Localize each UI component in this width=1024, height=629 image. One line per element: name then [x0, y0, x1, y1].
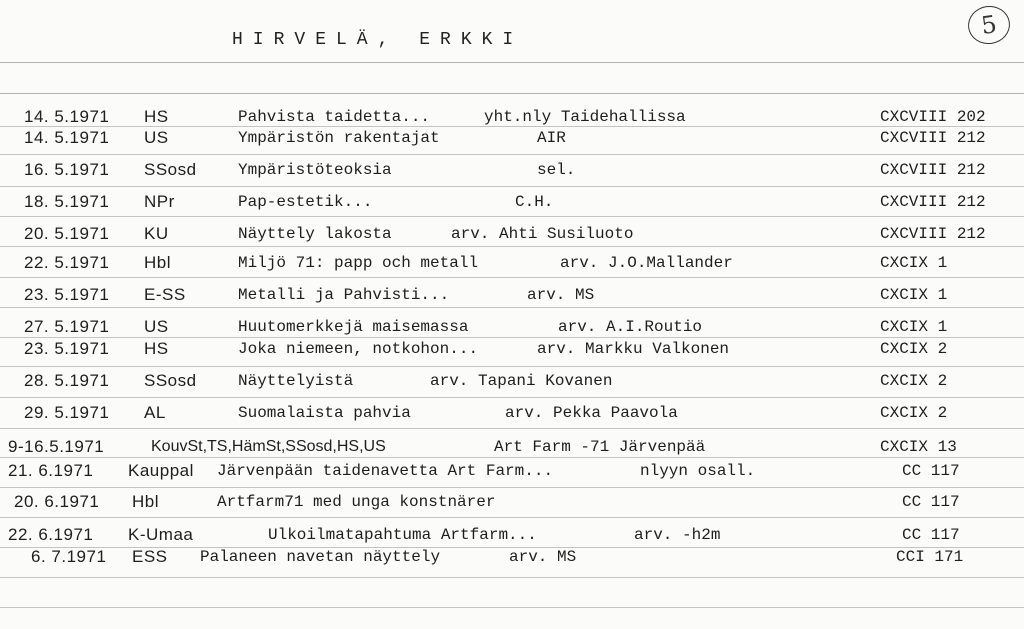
card-rule [0, 216, 1024, 217]
entry-date: 23. 5.1971 [24, 285, 110, 304]
entry-note: arv. MS [509, 548, 577, 566]
entry-date: 27. 5.1971 [24, 317, 110, 336]
entry-row [0, 491, 1024, 513]
entry-note: arv. J.O.Mallander [560, 254, 733, 272]
entry-ref: CXCIX 1 [880, 318, 948, 336]
entry-ref: CXCIX 1 [880, 254, 948, 272]
card-rule [0, 577, 1024, 578]
entry-title: Pahvista taidetta... [238, 108, 431, 126]
entry-title: Metalli ja Pahvisti... [238, 286, 450, 304]
card-rule [0, 93, 1024, 94]
entry-date: 22. 6.1971 [8, 525, 94, 544]
card-rule [0, 397, 1024, 398]
entry-row [0, 316, 1024, 338]
entry-date: 22. 5.1971 [24, 253, 110, 272]
entry-row [0, 402, 1024, 424]
entry-ref: CXCIX 2 [880, 372, 948, 390]
entry-note: arv. Markku Valkonen [537, 340, 730, 358]
entry-source: SSosd [144, 160, 197, 179]
card-rule [0, 62, 1024, 63]
entry-date: 20. 6.1971 [14, 492, 100, 511]
entry-note: nlyyn osall. [640, 462, 756, 480]
entry-date: 29. 5.1971 [24, 403, 110, 422]
entry-title: Miljö 71: papp och metall [238, 254, 479, 272]
entry-note: C.H. [515, 193, 554, 211]
entry-row [0, 546, 1024, 568]
entry-row [0, 191, 1024, 213]
entry-note: AIR [537, 129, 566, 147]
entry-date: 18. 5.1971 [24, 192, 110, 211]
entry-row [0, 524, 1024, 546]
entry-note: arv. -h2m [634, 526, 721, 544]
entry-title: Ulkoilmatapahtuma Artfarm... [268, 526, 537, 544]
entry-source: KU [144, 224, 169, 243]
entry-row [0, 460, 1024, 482]
entry-ref: CCI 171 [896, 548, 964, 566]
entry-date: 21. 6.1971 [8, 461, 94, 480]
entry-row [0, 338, 1024, 360]
entry-ref: CXCIX 13 [880, 438, 957, 456]
card-heading: HIRVELÄ, ERKKI [232, 30, 524, 50]
card-rule [0, 186, 1024, 187]
entry-source: Hbl [132, 492, 160, 511]
entry-title: Joka niemeen, notkohon... [238, 340, 479, 358]
entry-note: arv. Pekka Paavola [505, 404, 678, 422]
entry-ref: CXCVIII 212 [880, 225, 986, 243]
entry-source: E-SS [144, 285, 186, 304]
entry-title: Järvenpään taidenavetta Art Farm... [217, 462, 554, 480]
entry-date: 9-16.5.1971 [8, 437, 105, 456]
entry-source: US [144, 128, 169, 147]
card-rule [0, 517, 1024, 518]
entry-source: KouvSt,TS,HämSt,SSosd,HS,US [151, 438, 386, 455]
entry-source: US [144, 317, 169, 336]
card-rule [0, 428, 1024, 429]
entry-ref: CC 117 [902, 526, 960, 544]
entry-ref: CXCVIII 212 [880, 129, 986, 147]
entry-title: Art Farm -71 Järvenpää [494, 438, 706, 456]
entry-title: Pap-estetik... [238, 193, 373, 211]
entry-date: 28. 5.1971 [24, 371, 110, 390]
entry-row [0, 159, 1024, 181]
card-rule [0, 487, 1024, 488]
card-rule [0, 366, 1024, 367]
card-rule [0, 246, 1024, 247]
entry-ref: CXCIX 1 [880, 286, 948, 304]
entry-note: arv. MS [527, 286, 595, 304]
entry-source: Kauppal [128, 461, 194, 480]
entry-title: Ympäristön rakentajat [238, 129, 440, 147]
entry-source: NPr [144, 192, 175, 211]
entry-ref: CC 117 [902, 493, 960, 511]
entry-ref: CXCVIII 212 [880, 161, 986, 179]
entry-note: sel. [537, 161, 576, 179]
entry-title: Huutomerkkejä maisemassa [238, 318, 469, 336]
entry-note: arv. Ahti Susiluoto [451, 225, 634, 243]
entry-note: arv. A.I.Routio [558, 318, 703, 336]
page-number: 5 [979, 10, 999, 40]
entry-ref: CXCIX 2 [880, 404, 948, 422]
entry-row [0, 127, 1024, 149]
entry-row [0, 223, 1024, 245]
entry-date: 23. 5.1971 [24, 339, 110, 358]
entry-date: 14. 5.1971 [24, 128, 110, 147]
entry-source: SSosd [144, 371, 197, 390]
entry-ref: CXCIX 2 [880, 340, 948, 358]
entry-source: ESS [132, 547, 168, 566]
entry-ref: CXCVIII 202 [880, 108, 986, 126]
entry-row [0, 252, 1024, 274]
entry-row [0, 436, 1024, 458]
entry-note: arv. Tapani Kovanen [430, 372, 613, 390]
card-rule [0, 307, 1024, 308]
card-rule [0, 154, 1024, 155]
entry-source: HS [144, 107, 169, 126]
entry-row [0, 284, 1024, 306]
entry-title: Ympäristöteoksia [238, 161, 392, 179]
entry-title: Suomalaista pahvia [238, 404, 411, 422]
entry-title: Artfarm71 med unga konstnärer [217, 493, 496, 511]
entry-row [0, 370, 1024, 392]
entry-source: Hbl [144, 253, 172, 272]
entry-source: K-Umaa [128, 525, 194, 544]
entry-date: 20. 5.1971 [24, 224, 110, 243]
card-rule [0, 607, 1024, 608]
entry-date: 14. 5.1971 [24, 107, 110, 126]
entry-date: 16. 5.1971 [24, 160, 110, 179]
entry-ref: CXCVIII 212 [880, 193, 986, 211]
entry-title: Palaneen navetan näyttely [200, 548, 441, 566]
page-number-circle [966, 3, 1013, 46]
entry-source: HS [144, 339, 169, 358]
entry-source: AL [144, 403, 166, 422]
entry-row [0, 106, 1024, 128]
entry-title: Näyttely lakosta [238, 225, 392, 243]
entry-ref: CC 117 [902, 462, 960, 480]
card-rule [0, 277, 1024, 278]
entry-note: yht.nly Taidehallissa [484, 108, 686, 126]
entry-title: Näyttelyistä [238, 372, 354, 390]
entry-date: 6. 7.1971 [31, 547, 107, 566]
